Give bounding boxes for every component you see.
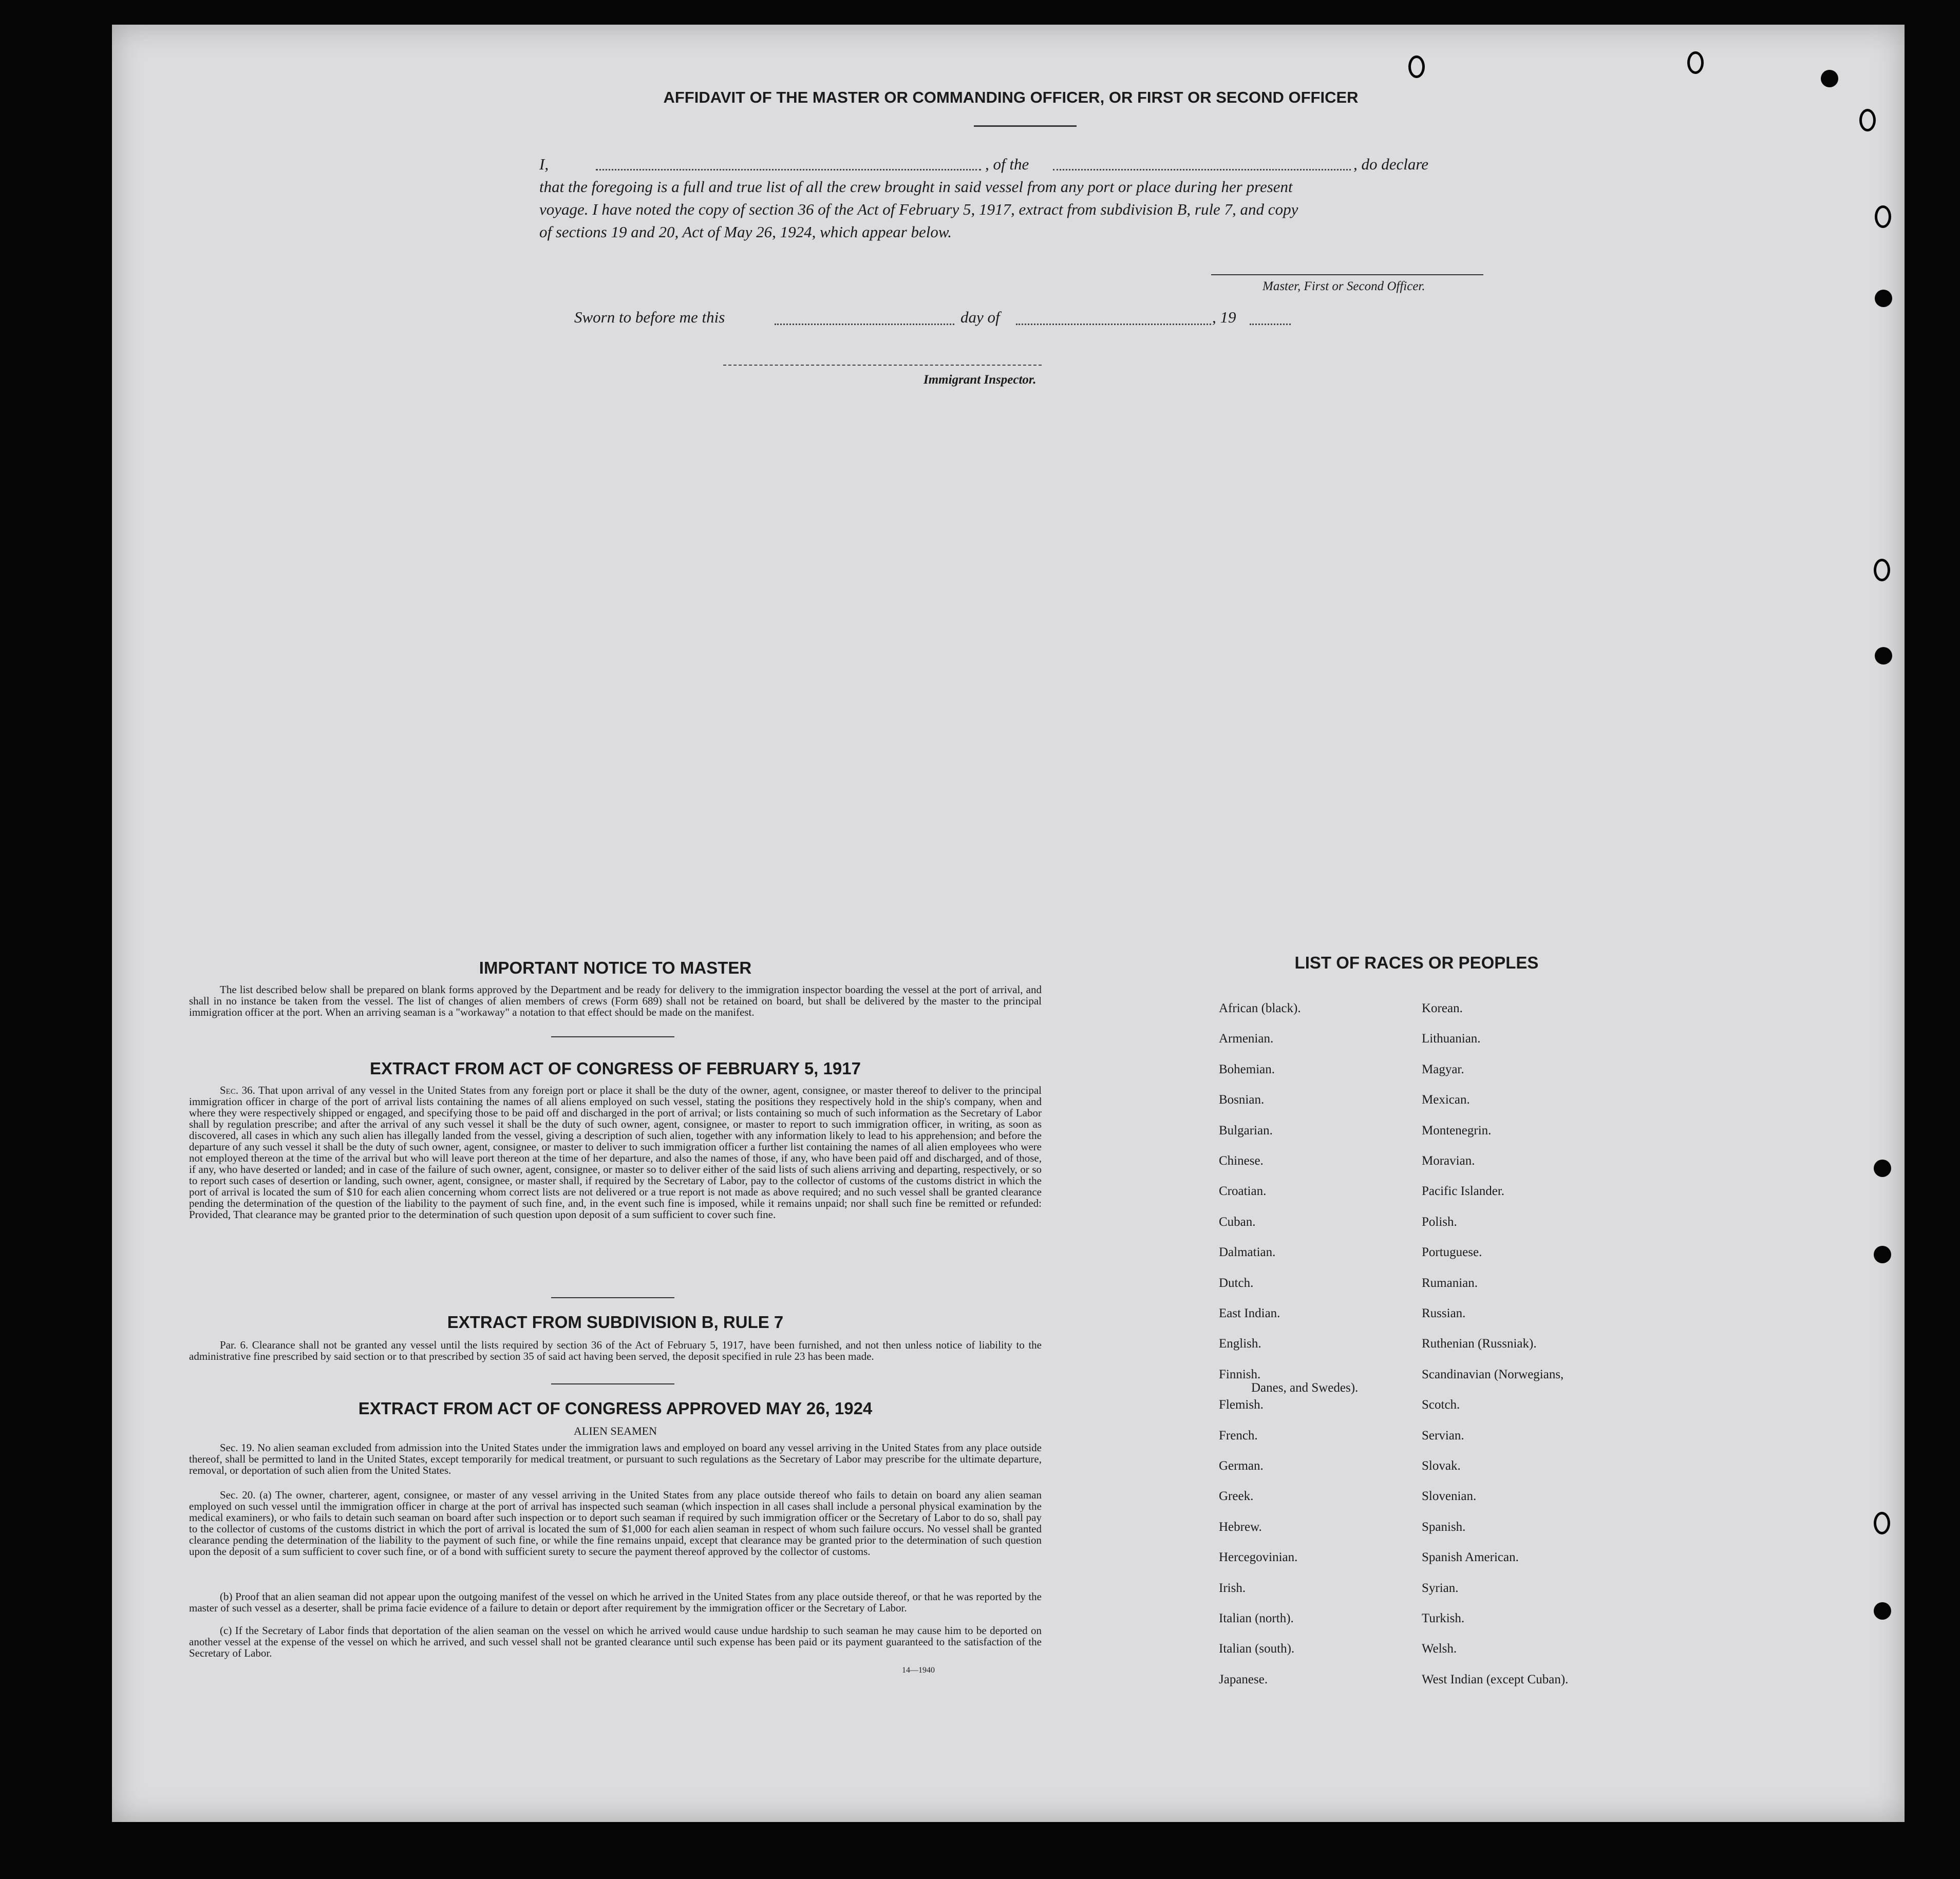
affidavit-statement — [539, 153, 1500, 243]
race-item: Bohemian. — [1219, 1062, 1275, 1076]
form-number: 14—1940 — [902, 1666, 935, 1675]
race-item: Armenian. — [1219, 1032, 1274, 1046]
extract-1917-title: EXTRACT FROM ACT OF CONGRESS OF FEBRUARY 5, 1917 — [370, 1059, 861, 1078]
race-item: East Indian. — [1219, 1306, 1280, 1320]
document-page — [112, 25, 1905, 1822]
affidavit-line-3: voyage. I have noted the copy of section 36 of the Act of February 5, 1917, extract from subdivision B, rule 7, and copy — [539, 200, 1298, 218]
binder-hole — [1875, 647, 1892, 665]
race-item: Bulgarian. — [1219, 1123, 1273, 1137]
race-item: Magyar. — [1422, 1062, 1464, 1076]
master-signature-label: Master, First or Second Officer. — [1262, 279, 1425, 293]
sworn-day-line[interactable] — [775, 324, 954, 325]
binder-hole — [1874, 1512, 1890, 1534]
divider-1 — [551, 1036, 674, 1037]
alien-seamen-subtitle: ALIEN SEAMEN — [574, 1425, 657, 1437]
race-item: Welsh. — [1422, 1642, 1457, 1656]
race-item: Slovenian. — [1422, 1489, 1477, 1504]
race-item: Croatian. — [1219, 1184, 1267, 1199]
binder-hole — [1408, 55, 1425, 78]
race-item: Syrian. — [1422, 1581, 1459, 1595]
divider-3 — [551, 1383, 674, 1384]
binder-hole — [1687, 51, 1704, 74]
affidavit-title: AFFIDAVIT OF THE MASTER OR COMMANDING OFFICER, OR FIRST OR SECOND OFFICER — [663, 88, 1359, 106]
race-item: Scotch. — [1422, 1398, 1460, 1412]
race-item: Danes, and Swedes). — [1251, 1380, 1359, 1395]
race-item: Hebrew. — [1219, 1520, 1262, 1534]
race-item: Dutch. — [1219, 1276, 1254, 1290]
binder-hole — [1875, 290, 1892, 307]
race-item: Cuban. — [1219, 1214, 1256, 1229]
inspector-label: Immigrant Inspector. — [924, 373, 1036, 387]
vessel-name-line[interactable] — [1053, 169, 1351, 170]
rule-7-text: Par. 6. Clearance shall not be granted any vessel until the lists required by section 36 of the Act of February 5, 1917, have been furnished, and not then unless notice of liability to the administrative fine prescribed by said section or to that prescribed by section 35 of said act having been served, the deposit specified in rule 23 has been made. — [189, 1339, 1042, 1362]
binder-hole — [1874, 1160, 1891, 1177]
race-item: Scandinavian (Norwegians, — [1422, 1367, 1564, 1381]
race-item: English. — [1219, 1337, 1261, 1351]
race-item: Montenegrin. — [1422, 1123, 1492, 1137]
race-item: Italian (north). — [1219, 1611, 1294, 1625]
sec-36-text — [189, 1085, 1042, 1220]
binder-hole — [1874, 559, 1890, 581]
race-item: Russian. — [1422, 1306, 1466, 1320]
race-item: Japanese. — [1219, 1672, 1268, 1686]
binder-hole — [1874, 1602, 1891, 1620]
binder-hole — [1859, 109, 1876, 131]
race-item: Moravian. — [1422, 1154, 1475, 1168]
inspector-signature-line[interactable] — [723, 365, 1042, 366]
of-the-label: , of the — [985, 155, 1029, 173]
race-item: Portuguese. — [1422, 1245, 1482, 1260]
race-item: Korean. — [1422, 1001, 1463, 1015]
sec-36-body: That upon arrival of any vessel in the United States from any foreign port or place it shall be the duty of the owner, agent, consignee, or master thereof to deliver to the principal immigration officer in charge of the port of arrival lists containing the names of all aliens employed on such vessel, stating the positions they respectively hold in the ship's company, when and where they were respectively shipped or engaged, and specifying those to be paid off and discharged in the port of arrival; or lists containing so much of such information as the Secretary of Labor shall by regulation prescribe; and after the arrival of any such vessel it shall be the duty of such owner, agent, consignee, or master to report to such immigration officer, in writing, as soon as discovered, all cases in which any such alien has illegally landed from the vessel, giving a description of such alien, together with any information likely to lead to his apprehension; and before the departure of any such vessel it shall be the duty of such owner, agent, consignee, or master to deliver to such immigration officer a further list containing the names of all alien employees who were not employed thereon at the time of the arrival but who will leave port thereon at the time of her departure, and also the names of those, if any, who have been paid off and discharged, and of those, if any, who have deserted or landed; and in case of the failure of such owner, agent, consignee, or master so to deliver either of the said lists of such aliens arriving and departing, respectively, or so to report such cases of desertion or landing, such owner, agent, consignee, or master shall, if required by the Secretary of Labor, pay to the collector of customs of the customs district in which the port of arrival is located the sum of $10 for each alien concerning whom correct lists are not delivered or a true report is not made as above required; and no such vessel shall be granted clearance pending the determination of the question of the liability to the payment of such fine, and, in the event such fine is imposed, while it remains unpaid; nor shall such fine be remitted or refunded: Provided, That clearance may be granted prior to the determination of such question upon deposit of a sum sufficient to cover such fine. — [189, 1084, 1042, 1221]
race-item: Dalmatian. — [1219, 1245, 1276, 1260]
declarant-prefix: I, — [539, 155, 549, 173]
race-item: Mexican. — [1422, 1093, 1470, 1107]
race-item: Ruthenian (Russniak). — [1422, 1337, 1537, 1351]
race-item: Italian (south). — [1219, 1642, 1295, 1656]
divider-2 — [551, 1297, 674, 1298]
sworn-year-line[interactable] — [1250, 324, 1291, 325]
races-title: LIST OF RACES OR PEOPLES — [1294, 953, 1539, 972]
sec-19-text: Sec. 19. No alien seaman excluded from admission into the United States under the immigration laws and employed on board any vessel arriving in the United States from any place outside thereof, shall be permitted to land in the United States, except temporarily for medical treatment, or pursuant to such regulations as the Secretary of Labor may prescribe for the ultimate departure, removal, or deportation of such alien from the United States. — [189, 1441, 1042, 1476]
race-item: Slovak. — [1422, 1459, 1461, 1473]
race-item: Turkish. — [1422, 1611, 1465, 1625]
sec-20c-text: (c) If the Secretary of Labor finds that deportation of the alien seaman on the vessel on which he arrived would cause undue hardship to such seaman he may cause him to be deported on another vessel at the expense of the vessel on which he arrived, and such vessel shall not be granted clearance until such expense has been paid or its payment guaranteed to the satisfaction of the Secretary of Labor. — [189, 1624, 1042, 1659]
race-item: German. — [1219, 1459, 1264, 1473]
binder-hole — [1875, 205, 1891, 228]
race-item: Rumanian. — [1422, 1276, 1478, 1290]
sworn-month-line[interactable] — [1016, 324, 1211, 325]
race-item: Pacific Islander. — [1422, 1184, 1505, 1199]
notice-text: The list described below shall be prepared on blank forms approved by the Department and be ready for delivery to the immigration inspector boarding the vessel at the port of arrival, and shall in no instance be taken from the vessel. The list of changes of alien members of crews (Form 689) shall not be retained on board, but shall be delivered by the master to the principal immigration officer at the port. When an arriving seaman is a "workaway" a notation to that effect should be made on the manifest. — [189, 983, 1042, 1018]
sec-20b-text: (b) Proof that an alien seaman did not appear upon the outgoing manifest of the vessel on which he arrived in the United States from any place outside thereof, or that he was reported by the master of such vessel as a deserter, shall be prima facie evidence of a failure to detain or deport after requirement by the immigration officer or the Secretary of Labor. — [189, 1590, 1042, 1614]
race-item: West Indian (except Cuban). — [1422, 1672, 1569, 1686]
binder-hole — [1821, 70, 1838, 87]
race-item: Spanish. — [1422, 1520, 1466, 1534]
year-label: , 19 — [1212, 308, 1236, 326]
race-item: Chinese. — [1219, 1154, 1264, 1168]
sworn-label: Sworn to before me this — [574, 308, 725, 326]
declarant-name-line[interactable] — [596, 169, 981, 170]
race-item: African (black). — [1219, 1001, 1301, 1015]
binder-hole — [1874, 1246, 1891, 1263]
master-signature-line[interactable] — [1211, 274, 1483, 275]
race-item: Flemish. — [1219, 1398, 1264, 1412]
race-item: Spanish American. — [1422, 1550, 1519, 1565]
rule-7-title: EXTRACT FROM SUBDIVISION B, RULE 7 — [447, 1313, 784, 1332]
sworn-line — [574, 308, 1396, 331]
race-item: Greek. — [1219, 1489, 1254, 1504]
affidavit-line-2: that the foregoing is a full and true list of all the crew brought in said vessel from any port or place during her present — [539, 178, 1293, 196]
extract-1924-title: EXTRACT FROM ACT OF CONGRESS APPROVED MAY 26, 1924 — [358, 1399, 873, 1418]
sec-20a-text: Sec. 20. (a) The owner, charterer, agent, consignee, or master of any vessel arriving in the United States from any place outside thereof who fails to detain on board any alien seaman employed on such vessel until the immigration officer in charge at the port of arrival has inspected such seaman (which inspection in all cases shall include a personal physical examination by the medical examiners), or who fails to detain such seaman on board after such inspection or to deport such seaman if required by such immigration officer or the Secretary of Labor to do so, shall pay to the collector of customs of the customs district in which the port of arrival is located the sum of $1,000 for each alien seaman in respect of whom such failure occurs. No vessel shall be granted clearance pending the determination of the liability to the payment of such fine, or while the fine remains unpaid, except that clearance may be granted prior to the determination of such question upon the deposit of a sum sufficient to cover such fine, or of a bond with sufficient surety to secure the payment thereof approved by the collector of customs. — [189, 1489, 1042, 1558]
race-item: Polish. — [1422, 1214, 1457, 1229]
do-declare-label: , do declare — [1353, 155, 1429, 173]
race-item: Irish. — [1219, 1581, 1246, 1595]
notice-title: IMPORTANT NOTICE TO MASTER — [479, 958, 752, 977]
race-item: Lithuanian. — [1422, 1032, 1481, 1046]
race-item: Bosnian. — [1219, 1093, 1265, 1107]
day-of-label: day of — [960, 308, 1000, 326]
race-item: Servian. — [1422, 1428, 1464, 1443]
race-item: Finnish. — [1219, 1367, 1261, 1381]
sec-36-label: Sec. 36. — [220, 1084, 255, 1096]
race-item: French. — [1219, 1428, 1258, 1443]
title-rule — [974, 125, 1077, 127]
race-item: Hercegovinian. — [1219, 1550, 1298, 1565]
affidavit-line-4: of sections 19 and 20, Act of May 26, 1924, which appear below. — [539, 223, 952, 241]
